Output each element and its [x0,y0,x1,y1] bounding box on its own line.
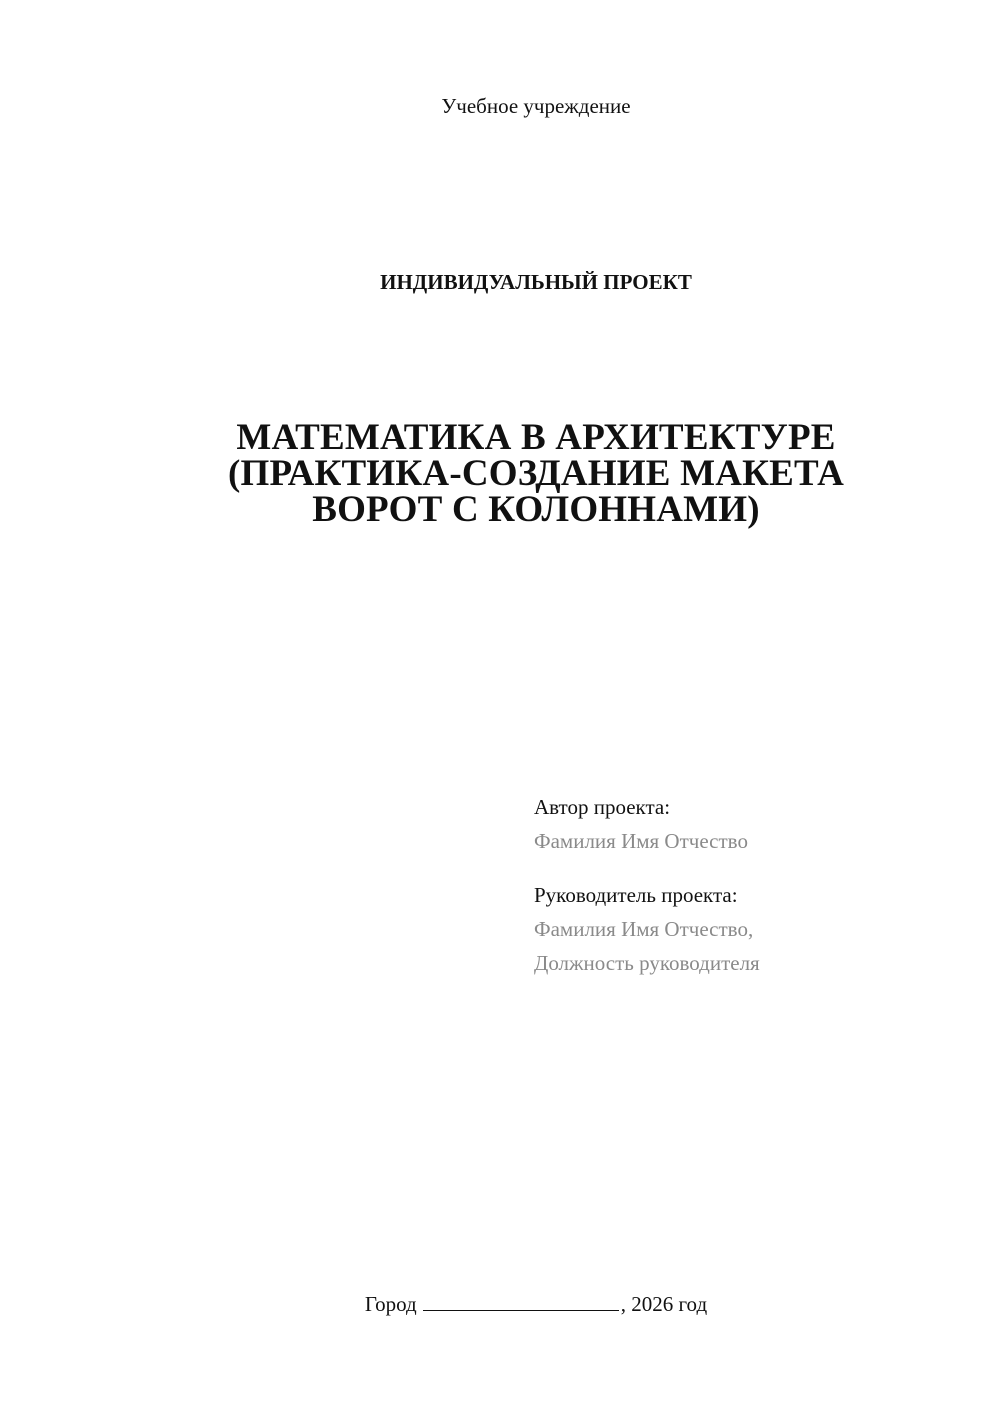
author-name: Фамилия Имя Отчество [534,829,748,853]
project-type-heading: ИНДИВИДУАЛЬНЫЙ ПРОЕКТ [380,270,692,294]
project-credits [534,790,974,980]
project-title-line-1: МАТЕМАТИКА В АРХИТЕКТУРЕ [236,417,836,458]
supervisor-block [534,878,974,980]
author-block [534,790,974,858]
supervisor-name: Фамилия Имя Отчество, [534,917,754,941]
supervisor-label: Руководитель проекта: [534,883,738,907]
project-title-line-2: (ПРАКТИКА-СОЗДАНИЕ МАКЕТА [228,453,844,494]
project-title [200,417,872,530]
project-title-line-3: ВОРОТ С КОЛОННАМИ) [312,489,760,530]
year-text: , 2026 год [620,1292,708,1316]
institution-name: Учебное учреждение [441,94,631,118]
author-label: Автор проекта: [534,795,671,819]
city-year-line [0,1290,1000,1318]
supervisor-position: Должность руководителя [534,951,760,975]
city-label: Город [364,1292,417,1316]
city-blank-line [423,1290,619,1311]
